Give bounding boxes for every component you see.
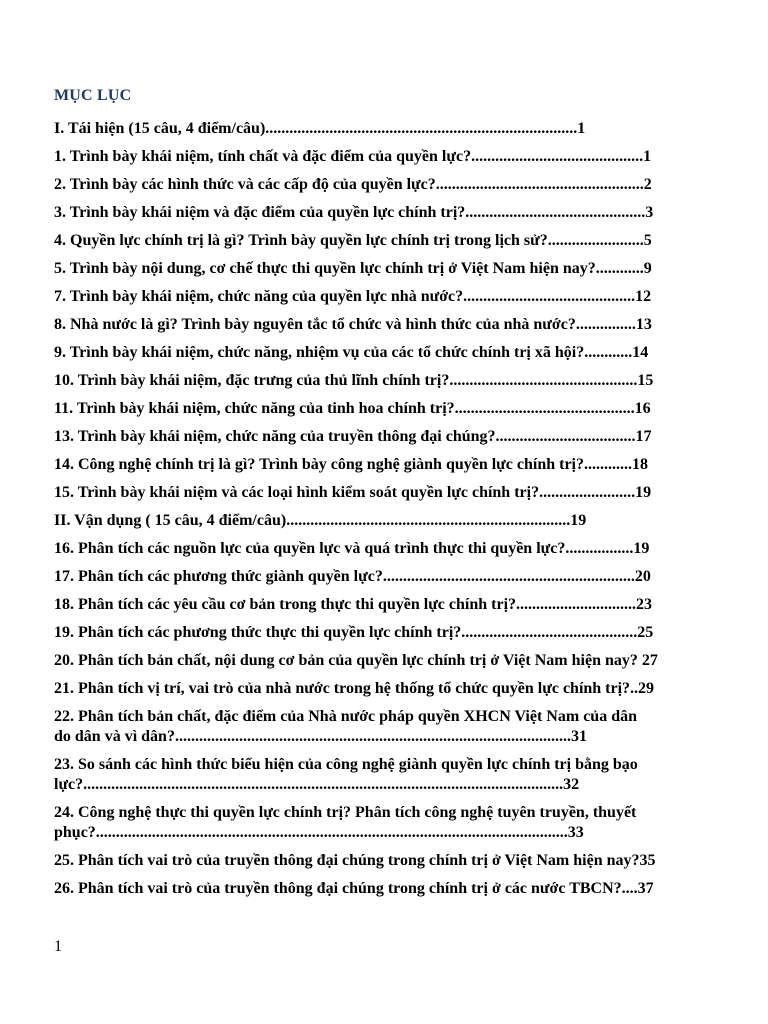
toc-entry-wrapped[interactable] <box>54 803 714 843</box>
toc-entry[interactable]: 8. Nhà nước là gì? Trình bày nguyên tắc tổ chức và hình thức của nhà nước?...............13 <box>54 316 652 333</box>
toc-list <box>54 119 714 907</box>
toc-entry-wrapped[interactable] <box>54 755 714 795</box>
toc-entry[interactable]: 20. Phân tích bản chất, nội dung cơ bản của quyền lực chính trị ở Việt Nam hiện nay? 27 <box>54 652 658 669</box>
toc-entry[interactable]: 5. Trình bày nội dung, cơ chế thực thi quyền lực chính trị ở Việt Nam hiện nay?............9 <box>54 260 652 277</box>
toc-entry-line: 24. Công nghệ thực thi quyền lực chính trị? Phân tích công nghệ tuyên truyền, thuyết <box>54 804 637 821</box>
toc-entry-line: phục?......................................................................................................................33 <box>54 824 584 841</box>
toc-entry-wrapped[interactable] <box>54 707 714 747</box>
toc-entry-line: lực?........................................................................................................................32 <box>54 776 580 793</box>
page-number: 1 <box>54 938 62 955</box>
toc-entry[interactable]: 2. Trình bày các hình thức và các cấp độ của quyền lực?....................................................2 <box>54 176 652 193</box>
toc-entry-line: 22. Phân tích bản chất, đặc điểm của Nhà nước pháp quyền XHCN Việt Nam của dân <box>54 708 637 725</box>
toc-entry[interactable]: II. Vận dụng ( 15 câu, 4 điểm/câu).......................................................................19 <box>54 512 587 529</box>
toc-entry[interactable]: 4. Quyền lực chính trị là gì? Trình bày quyền lực chính trị trong lịch sử?........................5 <box>54 232 652 249</box>
toc-entry[interactable]: 25. Phân tích vai trò của truyền thông đại chúng trong chính trị ở Việt Nam hiện nay?35 <box>54 852 656 869</box>
toc-entry[interactable]: 9. Trình bày khái niệm, chức năng, nhiệm vụ của các tổ chức chính trị xã hội?............14 <box>54 344 649 361</box>
toc-entry[interactable]: 14. Công nghệ chính trị là gì? Trình bày công nghệ giành quyền lực chính trị?............18 <box>54 456 648 473</box>
toc-entry[interactable]: 19. Phân tích các phương thức thực thi quyền lực chính trị?............................................25 <box>54 624 654 641</box>
toc-heading: MỤC LỤC <box>54 87 132 104</box>
toc-entry[interactable]: 7. Trình bày khái niệm, chức năng của quyền lực nhà nước?...........................................12 <box>54 288 652 305</box>
toc-entry[interactable]: 18. Phân tích các yêu cầu cơ bản trong thực thi quyền lực chính trị?..............................23 <box>54 596 653 613</box>
toc-entry[interactable]: 21. Phân tích vị trí, vai trò của nhà nước trong hệ thống tổ chức quyền lực chính trị?..29 <box>54 680 655 697</box>
toc-entry-line: do dân và vì dân?...................................................................................................31 <box>54 728 587 745</box>
toc-entry[interactable]: 15. Trình bày khái niệm và các loại hình kiểm soát quyền lực chính trị?........................19 <box>54 484 652 501</box>
toc-entry[interactable]: 1. Trình bày khái niệm, tính chất và đặc điểm của quyền lực?...........................................1 <box>54 148 652 165</box>
toc-entry[interactable]: 10. Trình bày khái niệm, đặc trưng của thủ lĩnh chính trị?...............................................15 <box>54 372 654 389</box>
toc-entry[interactable]: 13. Trình bày khái niệm, chức năng của truyền thông đại chúng?...................................17 <box>54 428 652 445</box>
toc-entry[interactable]: 3. Trình bày khái niệm và đặc điểm của quyền lực chính trị?.............................................3 <box>54 204 654 221</box>
toc-entry[interactable]: 16. Phân tích các nguồn lực của quyền lực và quá trình thực thi quyền lực?.................19 <box>54 540 650 557</box>
toc-entry[interactable]: I. Tái hiện (15 câu, 4 điểm/câu)..............................................................................1 <box>54 120 586 137</box>
toc-entry[interactable]: 26. Phân tích vai trò của truyền thông đại chúng trong chính trị ở các nước TBCN?....37 <box>54 880 654 897</box>
toc-entry[interactable]: 17. Phân tích các phương thức giành quyền lực?...............................................................20 <box>54 568 651 585</box>
toc-entry-line: 23. So sánh các hình thức biểu hiện của công nghệ giành quyền lực chính trị bằng bạo <box>54 756 638 773</box>
toc-entry[interactable]: 11. Trình bày khái niệm, chức năng của tinh hoa chính trị?.............................................16 <box>54 400 651 417</box>
